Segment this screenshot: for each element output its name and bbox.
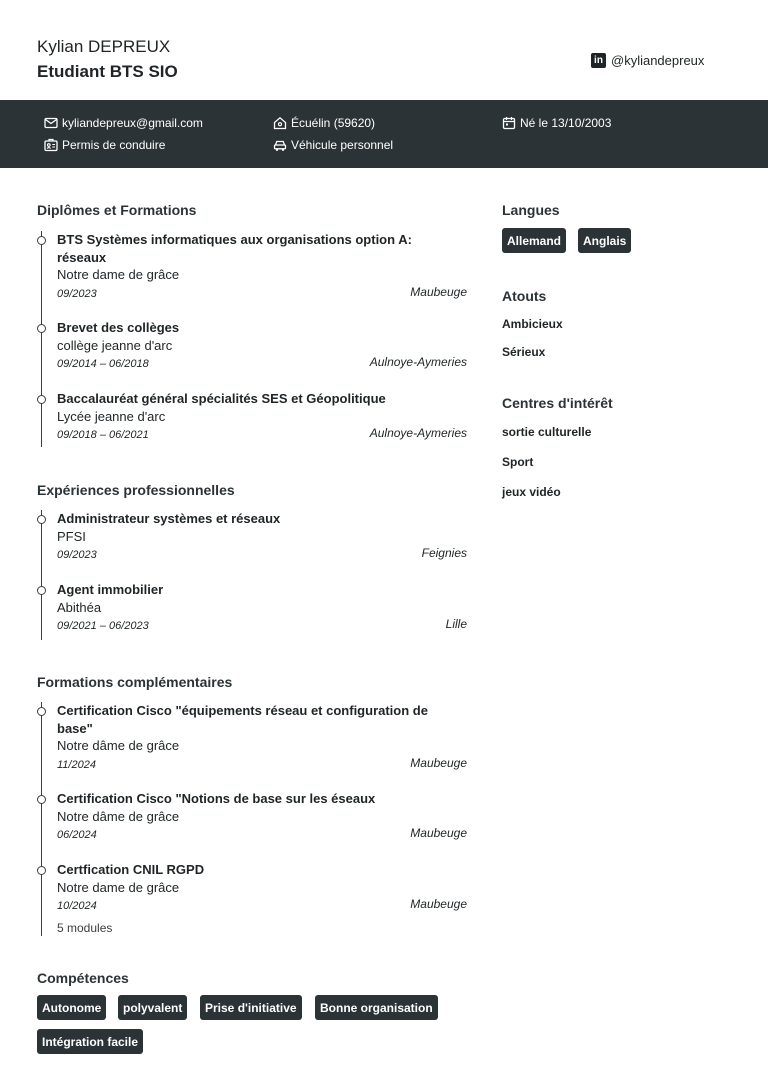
linkedin-link[interactable] <box>591 53 704 68</box>
training-location: Maubeuge <box>410 756 467 770</box>
id-card-icon <box>44 138 58 152</box>
strength-item: Ambicieux <box>502 317 563 331</box>
training-title: Certification Cisco "équipements réseau et configuration de base" <box>57 703 428 736</box>
strengths-heading: Atouts <box>502 288 547 304</box>
education-date: 09/2023 <box>57 288 97 300</box>
training-note: 5 modules <box>57 921 113 935</box>
education-date: 09/2018 – 06/2021 <box>57 429 149 441</box>
location-item <box>273 116 375 130</box>
timeline-line <box>41 510 42 640</box>
interest-item: Sport <box>502 455 534 469</box>
email-text: kyliandepreux@gmail.com <box>62 116 203 130</box>
education-title: Baccalauréat général spécialités SES et Géopolitique <box>57 391 386 406</box>
training-location: Maubeuge <box>410 826 467 840</box>
experience-location: Feignies <box>421 546 467 560</box>
skill-chip: Bonne organisation <box>315 995 438 1020</box>
training-date: 06/2024 <box>57 829 97 841</box>
education-timeline <box>37 231 467 447</box>
training-title: Certification Cisco "Notions de base sur les éseaux <box>57 791 376 806</box>
mail-icon <box>44 116 58 130</box>
language-chip: Anglais <box>578 228 631 253</box>
training-date: 11/2024 <box>57 759 96 771</box>
resume-header <box>0 0 768 100</box>
education-location: Aulnoye-Aymeries <box>369 426 467 440</box>
experience-timeline <box>37 510 467 640</box>
license-item <box>44 138 165 152</box>
training-title: Certfication CNIL RGPD <box>57 862 205 877</box>
skill-chip: polyvalent <box>118 995 187 1020</box>
education-title: Brevet des collèges <box>57 320 180 335</box>
skill-chip: Autonome <box>37 995 106 1020</box>
education-location: Maubeuge <box>410 285 467 299</box>
birth-text: Né le 13/10/2003 <box>520 116 612 130</box>
education-school: collège jeanne d'arc <box>57 338 173 353</box>
skill-chip: Intégration facile <box>37 1029 143 1054</box>
email-link[interactable] <box>44 116 203 130</box>
interests-heading: Centres d'intérêt <box>502 395 613 411</box>
experience-company: Abithéa <box>57 600 102 615</box>
timeline-dot <box>37 795 46 804</box>
timeline-dot <box>37 707 46 716</box>
training-timeline <box>37 702 467 936</box>
vehicle-text: Véhicule personnel <box>291 138 394 152</box>
experience-company: PFSI <box>57 529 86 544</box>
home-icon <box>273 116 287 130</box>
birth-item <box>502 116 611 130</box>
training-location: Maubeuge <box>410 897 467 911</box>
training-school: Notre dâme de grâce <box>57 738 180 753</box>
education-location: Aulnoye-Aymeries <box>369 355 467 369</box>
education-school: Lycée jeanne d'arc <box>57 409 166 424</box>
timeline-dot <box>37 515 46 524</box>
experience-date: 09/2023 <box>57 549 97 561</box>
education-title: BTS Systèmes informatiques aux organisations option A: réseaux <box>57 232 412 265</box>
training-heading: Formations complémentaires <box>37 674 233 690</box>
timeline-line <box>41 702 42 936</box>
timeline-dot <box>37 866 46 875</box>
car-icon <box>273 138 287 152</box>
education-date: 09/2014 – 06/2018 <box>57 358 149 370</box>
calendar-icon <box>502 116 516 130</box>
timeline-line <box>41 231 42 447</box>
timeline-dot <box>37 586 46 595</box>
experience-location: Lille <box>445 617 467 631</box>
linkedin-icon: in <box>591 53 606 68</box>
languages-heading: Langues <box>502 202 560 218</box>
person-name: Kylian DEPREUX <box>37 37 171 56</box>
license-text: Permis de conduire <box>62 138 166 152</box>
timeline-dot <box>37 236 46 245</box>
interest-item: jeux vidéo <box>502 485 561 499</box>
education-heading: Diplômes et Formations <box>37 202 197 218</box>
language-chip: Allemand <box>502 228 566 253</box>
education-school: Notre dame de grâce <box>57 267 180 282</box>
strength-item: Sérieux <box>502 345 546 359</box>
job-title: Etudiant BTS SIO <box>37 62 178 81</box>
skills-heading: Compétences <box>37 970 129 986</box>
timeline-dot <box>37 324 46 333</box>
location-text: Écuélin (59620) <box>291 116 376 130</box>
training-school: Notre dâme de grâce <box>57 809 180 824</box>
experience-heading: Expériences professionnelles <box>37 482 235 498</box>
experience-date: 09/2021 – 06/2023 <box>57 620 149 632</box>
interest-item: sortie culturelle <box>502 425 592 439</box>
linkedin-handle: @kyliandepreux <box>611 53 705 68</box>
timeline-dot <box>37 395 46 404</box>
training-date: 10/2024 <box>57 900 97 912</box>
training-school: Notre dame de grâce <box>57 880 180 895</box>
contact-band <box>0 100 768 168</box>
vehicle-item <box>273 138 393 152</box>
experience-title: Administrateur systèmes et réseaux <box>57 511 281 526</box>
skill-chip: Prise d'initiative <box>200 995 302 1020</box>
experience-title: Agent immobilier <box>57 582 164 597</box>
